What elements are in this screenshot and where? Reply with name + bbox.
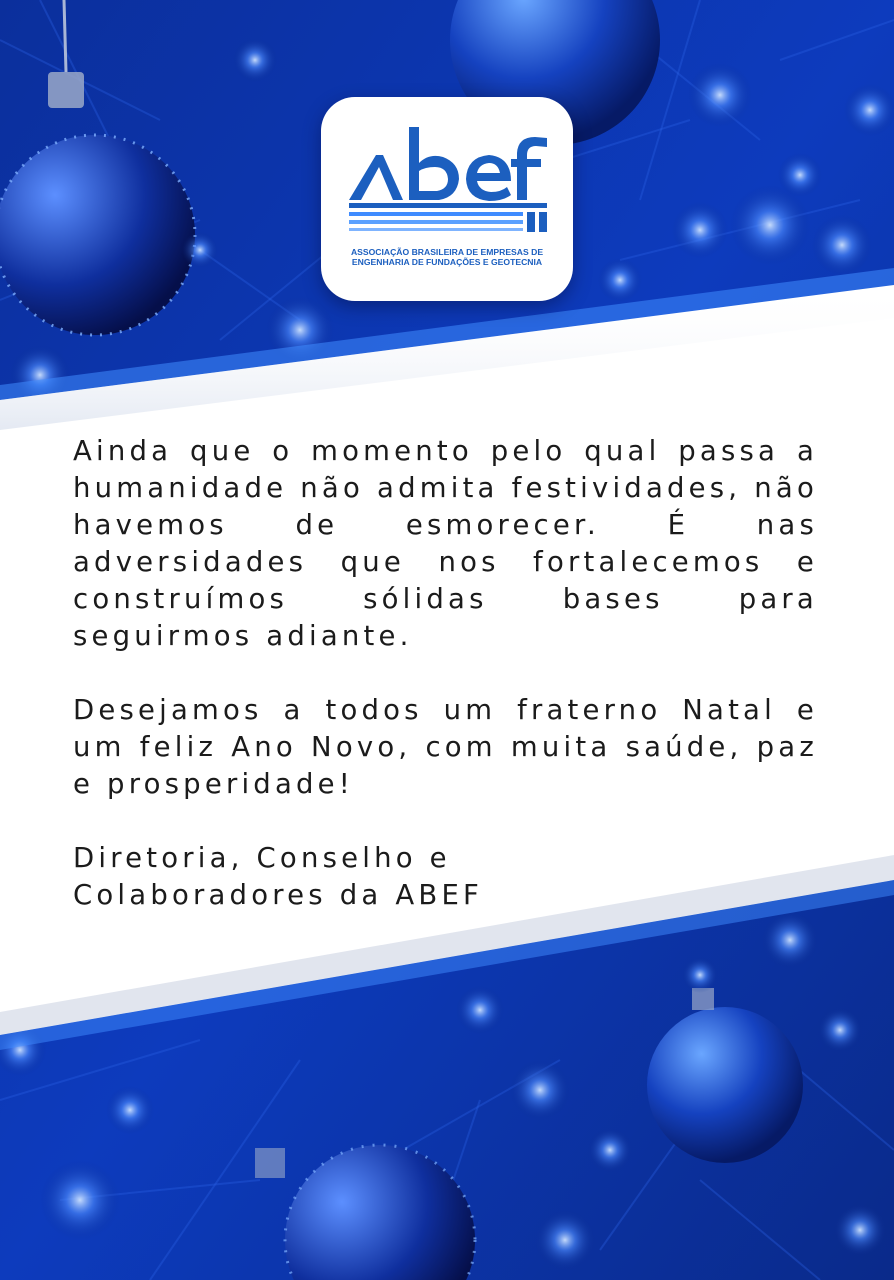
logo-subtitle-line2: ENGENHARIA DE FUNDAÇÕES E GEOTECNIA <box>351 257 543 267</box>
signature <box>73 840 818 914</box>
message-paragraph-2: Desejamos a todos um fraterno Natal e um feliz Ano Novo, com muita saúde, paz e prosperidade! <box>73 694 818 800</box>
abef-logo-mark <box>321 97 573 301</box>
logo-subtitle-line1: ASSOCIAÇÃO BRASILEIRA DE EMPRESAS DE <box>350 247 544 257</box>
message-paragraph-1: Ainda que o momento pelo qual passa a humanidade não admita festividades, não havemos de esmorecer. É nas adversidades que nos fortalecemos e construímos sólidas bases para seguirmos adiante. <box>73 435 818 652</box>
signature-line-1: Diretoria, Conselho e <box>73 842 451 874</box>
signature-line-2: Colaboradores da ABEF <box>73 879 484 911</box>
abef-logo <box>321 97 573 301</box>
